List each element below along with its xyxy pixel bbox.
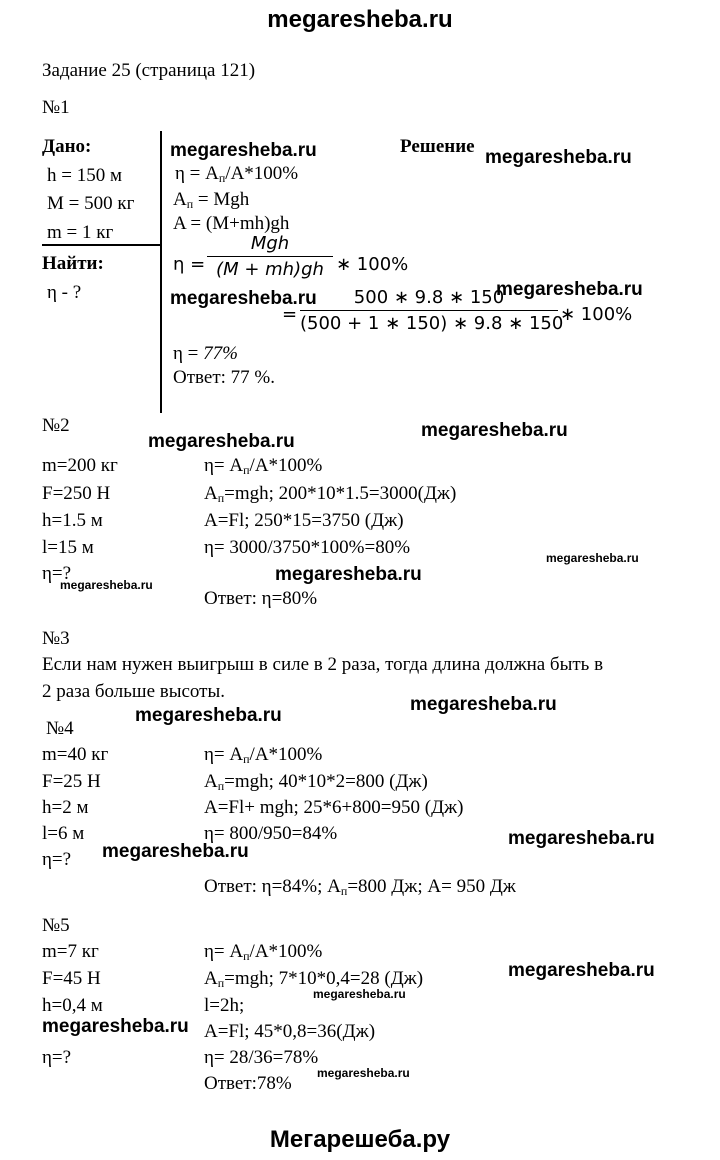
task2-given-h: h=1.5 м bbox=[42, 510, 103, 531]
task2-sol-1: $\eta= A_п/A*100\%$ bbox=[204, 455, 323, 477]
task5-given-h: h=0,4 м bbox=[42, 995, 103, 1016]
task4-given-F: F=25 Н bbox=[42, 771, 101, 792]
task2-sol-4: η= 3000/3750*100%=80% bbox=[204, 537, 411, 558]
task4-given-eta: η=? bbox=[42, 849, 72, 870]
watermark: megaresheba.ru bbox=[170, 288, 317, 309]
task4-answer: Ответ: η=84%; $A_п=800$ Дж; A= 950 Дж bbox=[204, 876, 516, 898]
watermark: megaresheba.ru bbox=[170, 140, 317, 161]
task4-given-h: h=2 м bbox=[42, 797, 89, 818]
find-eta: η - ? bbox=[47, 282, 82, 303]
task5-sol-5: η= 28/36=78% bbox=[204, 1047, 319, 1068]
task5-given-eta: η=? bbox=[42, 1047, 72, 1068]
task2-given-m: m=200 кг bbox=[42, 455, 118, 476]
frac1-numerator: Mgh bbox=[250, 233, 290, 254]
watermark-small: megaresheba.ru bbox=[317, 1066, 410, 1080]
site-header[interactable]: megaresheba.ru bbox=[267, 6, 453, 33]
given-m: m = 1 кг bbox=[47, 222, 114, 243]
task1-answer: Ответ: 77 %. bbox=[173, 367, 275, 388]
solution-label: Решение bbox=[400, 136, 475, 157]
watermark-small: megaresheba.ru bbox=[60, 578, 153, 592]
frac2-tail: ∗ 100% bbox=[560, 304, 633, 325]
task4-sol-1: $\eta= A_п/A*100\%$ bbox=[204, 744, 323, 766]
task4-number: №4 bbox=[46, 718, 74, 739]
formula-eta: $\eta = A_п/A*100\%$ bbox=[175, 163, 299, 185]
given-M: M = 500 кг bbox=[47, 193, 135, 214]
formula-ap: $A_п$ = Mgh bbox=[173, 189, 250, 211]
task5-sol-4: A=Fl; 45*0,8=36(Дж) bbox=[204, 1021, 376, 1042]
watermark: megaresheba.ru bbox=[148, 431, 295, 452]
given-h: h = 150 м bbox=[47, 165, 122, 186]
watermark: megaresheba.ru bbox=[496, 279, 643, 300]
task5-answer: Ответ:78% bbox=[204, 1073, 292, 1094]
task3-text-line2: 2 раза больше высоты. bbox=[42, 681, 225, 702]
task4-sol-4: η= 800/950=84% bbox=[204, 823, 338, 844]
frac2-lhs: = bbox=[282, 304, 298, 325]
task3-text-line1: Если нам нужен выигрыш в силе в 2 раза, тогда длина должна быть в bbox=[42, 654, 604, 675]
task2-answer: Ответ: η=80% bbox=[204, 588, 318, 609]
watermark: megaresheba.ru bbox=[410, 694, 557, 715]
find-label: Найти: bbox=[42, 253, 104, 274]
frac1-denominator: (M + mh)gh bbox=[216, 259, 324, 280]
task4-given-l: l=6 м bbox=[42, 823, 85, 844]
divider-vertical bbox=[160, 131, 162, 413]
result-eta: η = 77% bbox=[173, 343, 238, 364]
watermark: megaresheba.ru bbox=[102, 841, 249, 862]
task4-sol-2: $A_п=mgh$; 40*10*2=800 (Дж) bbox=[204, 771, 428, 793]
task5-given-m: m=7 кг bbox=[42, 941, 99, 962]
frac1-lhs: η = bbox=[173, 254, 206, 275]
task5-sol-1: $\eta= A_п/A*100\%$ bbox=[204, 941, 323, 963]
task2-sol-3: A=Fl; 250*15=3750 (Дж) bbox=[204, 510, 404, 531]
divider-horizontal bbox=[42, 244, 162, 246]
frac1-tail: ∗ 100% bbox=[336, 254, 409, 275]
task5-number: №5 bbox=[42, 915, 70, 936]
task3-number: №3 bbox=[42, 628, 70, 649]
watermark: megaresheba.ru bbox=[42, 1016, 189, 1037]
task5-sol-3: l=2h; bbox=[204, 995, 245, 1016]
task2-given-eta: η=? bbox=[42, 563, 72, 584]
formula-a: A = (M+mh)gh bbox=[173, 213, 290, 234]
watermark: megaresheba.ru bbox=[135, 705, 282, 726]
watermark-small: megaresheba.ru bbox=[546, 551, 639, 565]
site-footer[interactable]: Мегарешеба.ру bbox=[269, 1126, 451, 1153]
page-title: Задание 25 (страница 121) bbox=[42, 60, 256, 81]
task4-given-m: m=40 кг bbox=[42, 744, 109, 765]
watermark: megaresheba.ru bbox=[508, 828, 655, 849]
watermark: megaresheba.ru bbox=[485, 147, 632, 168]
task4-sol-3: A=Fl+ mgh; 25*6+800=950 (Дж) bbox=[204, 797, 464, 818]
task2-given-F: F=250 Н bbox=[42, 483, 111, 504]
given-label: Дано: bbox=[42, 136, 92, 157]
task2-number: №2 bbox=[42, 415, 70, 436]
task5-given-F: F=45 Н bbox=[42, 968, 101, 989]
watermark: megaresheba.ru bbox=[508, 960, 655, 981]
watermark: megaresheba.ru bbox=[275, 564, 422, 585]
frac2-denominator: (500 + 1 ∗ 150) ∗ 9.8 ∗ 150 bbox=[300, 313, 564, 334]
task5-sol-2: $A_п=mgh$; 7*10*0,4=28 (Дж) bbox=[204, 968, 424, 990]
task2-given-l: l=15 м bbox=[42, 537, 94, 558]
watermark-small: megaresheba.ru bbox=[313, 987, 406, 1001]
frac2-numerator: 500 ∗ 9.8 ∗ 150 bbox=[353, 287, 505, 308]
frac1 bbox=[207, 233, 333, 280]
watermark: megaresheba.ru bbox=[421, 420, 568, 441]
task1-number: №1 bbox=[42, 97, 70, 118]
task2-sol-2: $A_п=mgh$; 200*10*1.5=3000(Дж) bbox=[204, 483, 457, 505]
